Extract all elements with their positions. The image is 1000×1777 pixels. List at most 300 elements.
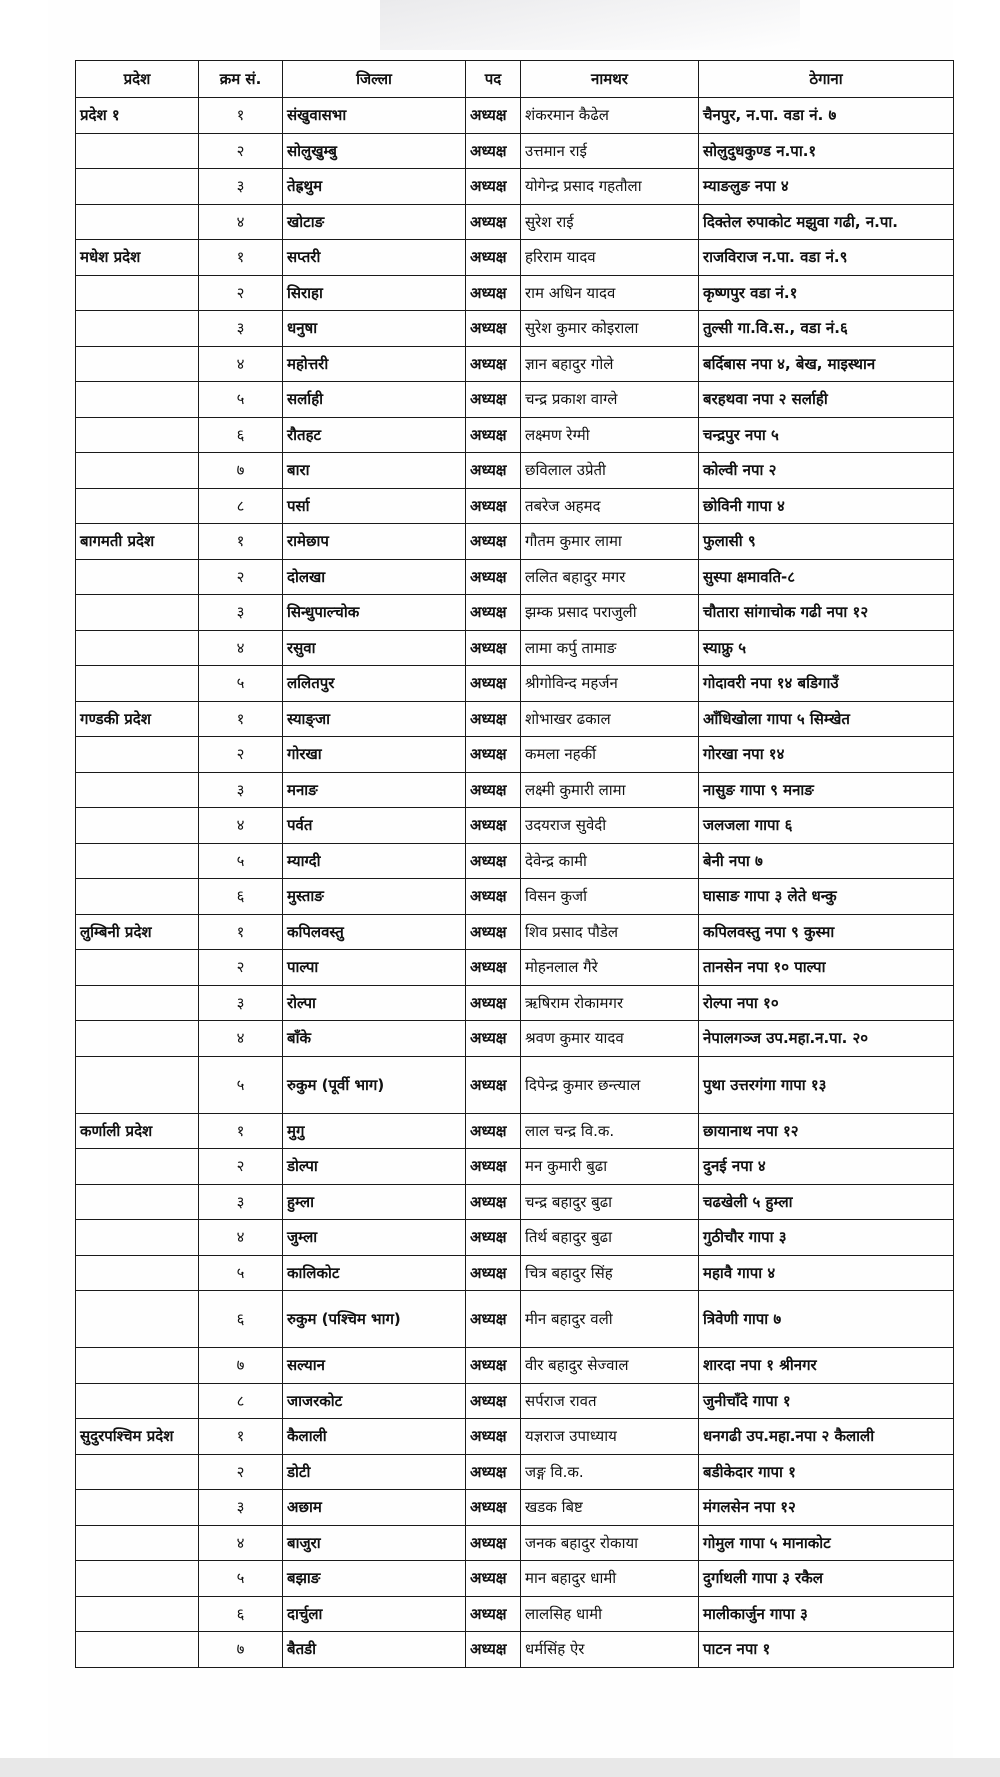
post-cell: अध्यक्ष: [466, 1561, 521, 1597]
district-cell: बारा: [283, 453, 466, 489]
address-cell: बरहथवा नपा २ सर्लाही: [699, 382, 954, 418]
address-cell: जुनीचाँदे गापा १: [699, 1383, 954, 1419]
district-cell: जुम्ला: [283, 1220, 466, 1256]
name-cell: जङ्ग वि.क.: [521, 1454, 699, 1490]
table-row: [76, 737, 954, 773]
province-cell: [76, 311, 199, 347]
name-cell: लक्ष्मण रेग्मी: [521, 417, 699, 453]
name-cell: श्रवण कुमार यादव: [521, 1021, 699, 1057]
serial-number-cell: ७: [199, 1348, 283, 1384]
serial-number-cell: ५: [199, 382, 283, 418]
name-cell: वीर बहादुर सेज्वाल: [521, 1348, 699, 1384]
address-cell: कोल्वी नपा २: [699, 453, 954, 489]
district-cell: पर्वत: [283, 808, 466, 844]
name-cell: मोहनलाल गैरे: [521, 950, 699, 986]
header-address: ठेगाना: [699, 61, 954, 98]
serial-number-cell: ८: [199, 1383, 283, 1419]
post-cell: अध्यक्ष: [466, 914, 521, 950]
serial-number-cell: ४: [199, 630, 283, 666]
address-cell: दुनई नपा ४: [699, 1149, 954, 1185]
serial-number-cell: २: [199, 559, 283, 595]
address-cell: स्याफ्रु ५: [699, 630, 954, 666]
post-cell: अध्यक्ष: [466, 1056, 521, 1113]
table-row: [76, 666, 954, 702]
serial-number-cell: ३: [199, 169, 283, 205]
table-row: [76, 1596, 954, 1632]
post-cell: अध्यक्ष: [466, 701, 521, 737]
district-cell: बैतडी: [283, 1632, 466, 1668]
name-cell: मन कुमारी बुढा: [521, 1149, 699, 1185]
table-row: [76, 1255, 954, 1291]
address-cell: तुल्सी गा.वि.स., वडा नं.६: [699, 311, 954, 347]
address-cell: राजविराज न.पा. वडा नं.९: [699, 240, 954, 276]
address-cell: आँधिखोला गापा ५ सिम्खेत: [699, 701, 954, 737]
district-cell: स्याङ्जा: [283, 701, 466, 737]
name-cell: कमला नहर्की: [521, 737, 699, 773]
address-cell: दुर्गाथली गापा ३ रकैल: [699, 1561, 954, 1597]
name-cell: खडक बिष्ट: [521, 1490, 699, 1526]
post-cell: अध्यक्ष: [466, 1021, 521, 1057]
serial-number-cell: ५: [199, 1056, 283, 1113]
post-cell: अध्यक्ष: [466, 630, 521, 666]
serial-number-cell: ६: [199, 417, 283, 453]
post-cell: अध्यक्ष: [466, 1149, 521, 1185]
district-cell: धनुषा: [283, 311, 466, 347]
table-row: [76, 879, 954, 915]
province-cell: [76, 346, 199, 382]
table-row: [76, 1454, 954, 1490]
post-cell: अध्यक्ष: [466, 1632, 521, 1668]
serial-number-cell: ६: [199, 1596, 283, 1632]
address-cell: सुस्पा क्षमावति-८: [699, 559, 954, 595]
table-row: [76, 169, 954, 205]
post-cell: अध्यक्ष: [466, 240, 521, 276]
serial-number-cell: २: [199, 1454, 283, 1490]
serial-number-cell: ६: [199, 1291, 283, 1348]
district-cell: पाल्पा: [283, 950, 466, 986]
serial-number-cell: १: [199, 1113, 283, 1149]
post-cell: अध्यक्ष: [466, 737, 521, 773]
province-cell: [76, 1561, 199, 1597]
serial-number-cell: ४: [199, 346, 283, 382]
table-row: [76, 275, 954, 311]
address-cell: पाटन नपा १: [699, 1632, 954, 1668]
post-cell: अध्यक्ष: [466, 1113, 521, 1149]
district-cell: अछाम: [283, 1490, 466, 1526]
table-row: [76, 524, 954, 560]
table-row: [76, 453, 954, 489]
address-cell: गुठीचौर गापा ३: [699, 1220, 954, 1256]
province-cell: [76, 275, 199, 311]
name-cell: चन्द्र बहादुर बुढा: [521, 1184, 699, 1220]
district-cell: बाँके: [283, 1021, 466, 1057]
name-cell: राम अधिन यादव: [521, 275, 699, 311]
table-row: [76, 133, 954, 169]
name-cell: श्रीगोविन्द महर्जन: [521, 666, 699, 702]
province-cell: [76, 630, 199, 666]
serial-number-cell: १: [199, 524, 283, 560]
name-cell: शोभाखर ढकाल: [521, 701, 699, 737]
address-cell: घासाङ गापा ३ लेते धन्कु: [699, 879, 954, 915]
address-cell: दिक्तेल रुपाकोट मझुवा गढी, न.पा.: [699, 204, 954, 240]
bottom-edge-strip: [0, 1758, 1000, 1777]
district-cell: बझाङ: [283, 1561, 466, 1597]
serial-number-cell: १: [199, 914, 283, 950]
address-cell: फुलासी ९: [699, 524, 954, 560]
serial-number-cell: ३: [199, 985, 283, 1021]
district-cell: गोरखा: [283, 737, 466, 773]
table-row: [76, 808, 954, 844]
province-cell: [76, 1056, 199, 1113]
name-cell: तबरेज अहमद: [521, 488, 699, 524]
province-cell: [76, 1149, 199, 1185]
province-cell: [76, 595, 199, 631]
province-cell: [76, 1255, 199, 1291]
province-cell: [76, 737, 199, 773]
name-cell: उत्तमान राई: [521, 133, 699, 169]
province-cell: [76, 1632, 199, 1668]
district-cell: रसुवा: [283, 630, 466, 666]
table-row: [76, 98, 954, 134]
serial-number-cell: १: [199, 701, 283, 737]
table-row: [76, 772, 954, 808]
district-cell: कपिलवस्तु: [283, 914, 466, 950]
province-cell: लुम्बिनी प्रदेश: [76, 914, 199, 950]
page-margin: [953, 0, 1000, 1760]
serial-number-cell: ५: [199, 666, 283, 702]
name-cell: शिव प्रसाद पौडेल: [521, 914, 699, 950]
post-cell: अध्यक्ष: [466, 311, 521, 347]
district-cell: दोलखा: [283, 559, 466, 595]
table-row: [76, 843, 954, 879]
post-cell: अध्यक्ष: [466, 879, 521, 915]
table-row: [76, 1348, 954, 1384]
province-cell: प्रदेश १: [76, 98, 199, 134]
serial-number-cell: २: [199, 737, 283, 773]
serial-number-cell: २: [199, 133, 283, 169]
district-cell: मुगु: [283, 1113, 466, 1149]
address-cell: चन्द्रपुर नपा ५: [699, 417, 954, 453]
district-cell: सल्यान: [283, 1348, 466, 1384]
district-cell: सिराहा: [283, 275, 466, 311]
name-cell: चन्द्र प्रकाश वाग्ले: [521, 382, 699, 418]
address-cell: महावै गापा ४: [699, 1255, 954, 1291]
province-cell: [76, 1348, 199, 1384]
serial-number-cell: ३: [199, 772, 283, 808]
province-cell: [76, 950, 199, 986]
province-cell: [76, 417, 199, 453]
province-cell: कर्णाली प्रदेश: [76, 1113, 199, 1149]
province-cell: [76, 453, 199, 489]
district-cell: खोटाङ: [283, 204, 466, 240]
post-cell: अध्यक्ष: [466, 204, 521, 240]
post-cell: अध्यक्ष: [466, 524, 521, 560]
post-cell: अध्यक्ष: [466, 417, 521, 453]
name-cell: उदयराज सुवेदी: [521, 808, 699, 844]
address-cell: शारदा नपा १ श्रीनगर: [699, 1348, 954, 1384]
province-cell: [76, 808, 199, 844]
name-cell: मान बहादुर धामी: [521, 1561, 699, 1597]
post-cell: अध्यक्ष: [466, 666, 521, 702]
table-row: [76, 1383, 954, 1419]
serial-number-cell: ८: [199, 488, 283, 524]
serial-number-cell: ५: [199, 1561, 283, 1597]
table-row: [76, 240, 954, 276]
address-cell: बडीकेदार गापा १: [699, 1454, 954, 1490]
table-row: [76, 1184, 954, 1220]
name-cell: देवेन्द्र कामी: [521, 843, 699, 879]
post-cell: अध्यक्ष: [466, 275, 521, 311]
province-cell: [76, 1490, 199, 1526]
address-cell: बेनी नपा ७: [699, 843, 954, 879]
province-cell: [76, 1596, 199, 1632]
table-row: [76, 559, 954, 595]
district-cell: महोत्तरी: [283, 346, 466, 382]
table-row: [76, 417, 954, 453]
address-cell: धनगढी उप.महा.नपा २ कैलाली: [699, 1419, 954, 1455]
address-cell: गोरखा नपा १४: [699, 737, 954, 773]
province-cell: गण्डकी प्रदेश: [76, 701, 199, 737]
serial-number-cell: ५: [199, 1255, 283, 1291]
address-cell: रोल्पा नपा १०: [699, 985, 954, 1021]
table-row: [76, 1490, 954, 1526]
province-cell: [76, 169, 199, 205]
province-cell: [76, 382, 199, 418]
province-cell: [76, 559, 199, 595]
address-cell: छायानाथ नपा १२: [699, 1113, 954, 1149]
name-cell: लामा कर्पु तामाङ: [521, 630, 699, 666]
address-cell: गोदावरी नपा १४ बडिगाउँ: [699, 666, 954, 702]
header-district: जिल्ला: [283, 61, 466, 98]
district-cell: सर्लाही: [283, 382, 466, 418]
district-cell: संखुवासभा: [283, 98, 466, 134]
name-cell: सुरेश राई: [521, 204, 699, 240]
post-cell: अध्यक्ष: [466, 382, 521, 418]
post-cell: अध्यक्ष: [466, 595, 521, 631]
address-cell: चैनपुर, न.पा. वडा नं. ७: [699, 98, 954, 134]
address-cell: त्रिवेणी गापा ७: [699, 1291, 954, 1348]
name-cell: यज्ञराज उपाध्याय: [521, 1419, 699, 1455]
serial-number-cell: ४: [199, 808, 283, 844]
province-cell: [76, 666, 199, 702]
name-cell: तिर्थ बहादुर बुढा: [521, 1220, 699, 1256]
serial-number-cell: ५: [199, 843, 283, 879]
province-cell: बागमती प्रदेश: [76, 524, 199, 560]
table-row: [76, 311, 954, 347]
serial-number-cell: ३: [199, 311, 283, 347]
province-cell: [76, 1184, 199, 1220]
district-cell: कालिकोट: [283, 1255, 466, 1291]
table-row: [76, 1419, 954, 1455]
district-cell: रामेछाप: [283, 524, 466, 560]
name-cell: लक्ष्मी कुमारी लामा: [521, 772, 699, 808]
post-cell: अध्यक्ष: [466, 453, 521, 489]
serial-number-cell: ४: [199, 1525, 283, 1561]
district-cell: कैलाली: [283, 1419, 466, 1455]
name-cell: ललित बहादुर मगर: [521, 559, 699, 595]
serial-number-cell: २: [199, 950, 283, 986]
name-cell: लालसिह धामी: [521, 1596, 699, 1632]
address-cell: सोलुदुधकुण्ड न.पा.१: [699, 133, 954, 169]
table-row: [76, 1220, 954, 1256]
post-cell: अध्यक्ष: [466, 950, 521, 986]
table-row: [76, 1056, 954, 1113]
province-cell: [76, 985, 199, 1021]
table-row: [76, 630, 954, 666]
serial-number-cell: ४: [199, 1021, 283, 1057]
district-cell: सिन्धुपाल्चोक: [283, 595, 466, 631]
address-cell: नेपालगञ्ज उप.महा.न.पा. २०: [699, 1021, 954, 1057]
post-cell: अध्यक्ष: [466, 1383, 521, 1419]
post-cell: अध्यक्ष: [466, 559, 521, 595]
table-row: [76, 346, 954, 382]
table-row: [76, 1291, 954, 1348]
post-cell: अध्यक्ष: [466, 1184, 521, 1220]
province-cell: मधेश प्रदेश: [76, 240, 199, 276]
district-cell: डोटी: [283, 1454, 466, 1490]
name-cell: मीन बहादुर वली: [521, 1291, 699, 1348]
table-row: [76, 204, 954, 240]
district-cell: डोल्पा: [283, 1149, 466, 1185]
name-cell: गौतम कुमार लामा: [521, 524, 699, 560]
serial-number-cell: ६: [199, 879, 283, 915]
district-cell: ललितपुर: [283, 666, 466, 702]
name-cell: सर्पराज रावत: [521, 1383, 699, 1419]
address-cell: मंगलसेन नपा १२: [699, 1490, 954, 1526]
name-cell: झम्क प्रसाद पराजुली: [521, 595, 699, 631]
header-name: नामथर: [521, 61, 699, 98]
district-cell: पर्सा: [283, 488, 466, 524]
district-cell: रुकुम (पश्चिम भाग): [283, 1291, 466, 1348]
address-cell: नासुङ गापा ९ मनाङ: [699, 772, 954, 808]
address-cell: कृष्णपुर वडा नं.१: [699, 275, 954, 311]
office-bearers-table: [75, 60, 954, 1668]
serial-number-cell: ३: [199, 595, 283, 631]
name-cell: विसन कुर्जा: [521, 879, 699, 915]
header-serial-number: क्रम सं.: [199, 61, 283, 98]
district-cell: सोलुखुम्बु: [283, 133, 466, 169]
district-cell: मनाङ: [283, 772, 466, 808]
province-cell: [76, 488, 199, 524]
address-cell: बर्दिबास नपा ४, बेख, माइस्थान: [699, 346, 954, 382]
address-cell: पुथा उत्तरगंगा गापा १३: [699, 1056, 954, 1113]
province-cell: [76, 879, 199, 915]
post-cell: अध्यक्ष: [466, 985, 521, 1021]
post-cell: अध्यक्ष: [466, 346, 521, 382]
post-cell: अध्यक्ष: [466, 1490, 521, 1526]
post-cell: अध्यक्ष: [466, 1525, 521, 1561]
address-cell: कपिलवस्तु नपा ९ कुस्मा: [699, 914, 954, 950]
name-cell: सुरेश कुमार कोइराला: [521, 311, 699, 347]
name-cell: शंकरमान कैढेल: [521, 98, 699, 134]
district-cell: हुम्ला: [283, 1184, 466, 1220]
post-cell: अध्यक्ष: [466, 98, 521, 134]
district-cell: बाजुरा: [283, 1525, 466, 1561]
table-row: [76, 914, 954, 950]
province-cell: [76, 772, 199, 808]
table-row: [76, 1113, 954, 1149]
name-cell: जनक बहादुर रोकाया: [521, 1525, 699, 1561]
name-cell: ज्ञान बहादुर गोले: [521, 346, 699, 382]
name-cell: चित्र बहादुर सिंह: [521, 1255, 699, 1291]
table-row: [76, 950, 954, 986]
province-cell: [76, 1220, 199, 1256]
post-cell: अध्यक्ष: [466, 1419, 521, 1455]
province-cell: [76, 1291, 199, 1348]
name-cell: छविलाल उप्रेती: [521, 453, 699, 489]
serial-number-cell: १: [199, 1419, 283, 1455]
province-cell: [76, 1525, 199, 1561]
post-cell: अध्यक्ष: [466, 1348, 521, 1384]
address-cell: म्याङलुङ नपा ४: [699, 169, 954, 205]
address-cell: तानसेन नपा १० पाल्पा: [699, 950, 954, 986]
header-post: पद: [466, 61, 521, 98]
post-cell: अध्यक्ष: [466, 1255, 521, 1291]
serial-number-cell: ७: [199, 1632, 283, 1668]
address-cell: चढखेली ५ हुम्ला: [699, 1184, 954, 1220]
table-row: [76, 488, 954, 524]
post-cell: अध्यक्ष: [466, 1291, 521, 1348]
province-cell: [76, 133, 199, 169]
province-cell: [76, 204, 199, 240]
district-cell: तेह्रथुम: [283, 169, 466, 205]
post-cell: अध्यक्ष: [466, 488, 521, 524]
address-cell: छोविनी गापा ४: [699, 488, 954, 524]
address-cell: मालीकार्जुन गापा ३: [699, 1596, 954, 1632]
district-cell: म्याग्दी: [283, 843, 466, 879]
district-cell: रोल्पा: [283, 985, 466, 1021]
district-cell: रौतहट: [283, 417, 466, 453]
paper-fold-shadow: [380, 0, 800, 50]
post-cell: अध्यक्ष: [466, 808, 521, 844]
address-cell: जलजला गापा ६: [699, 808, 954, 844]
name-cell: धर्मसिंह ऐर: [521, 1632, 699, 1668]
serial-number-cell: ३: [199, 1490, 283, 1526]
post-cell: अध्यक्ष: [466, 772, 521, 808]
post-cell: अध्यक्ष: [466, 1220, 521, 1256]
table-row: [76, 1525, 954, 1561]
serial-number-cell: २: [199, 275, 283, 311]
post-cell: अध्यक्ष: [466, 133, 521, 169]
table-row: [76, 1632, 954, 1668]
header-province: प्रदेश: [76, 61, 199, 98]
district-cell: दार्चुला: [283, 1596, 466, 1632]
table-row: [76, 382, 954, 418]
name-cell: लाल चन्द्र वि.क.: [521, 1113, 699, 1149]
table-row: [76, 985, 954, 1021]
name-cell: हरिराम यादव: [521, 240, 699, 276]
serial-number-cell: १: [199, 98, 283, 134]
table-row: [76, 701, 954, 737]
post-cell: अध्यक्ष: [466, 843, 521, 879]
province-cell: [76, 1454, 199, 1490]
district-cell: मुस्ताङ: [283, 879, 466, 915]
table-body: [76, 98, 954, 1668]
province-cell: [76, 1021, 199, 1057]
name-cell: दिपेन्द्र कुमार छन्त्याल: [521, 1056, 699, 1113]
serial-number-cell: ४: [199, 1220, 283, 1256]
province-cell: सुदुरपश्चिम प्रदेश: [76, 1419, 199, 1455]
name-cell: ऋषिराम रोकामगर: [521, 985, 699, 1021]
district-cell: जाजरकोट: [283, 1383, 466, 1419]
table-row: [76, 1149, 954, 1185]
address-cell: चौतारा सांगाचोक गढी नपा १२: [699, 595, 954, 631]
post-cell: अध्यक्ष: [466, 1596, 521, 1632]
serial-number-cell: ४: [199, 204, 283, 240]
province-cell: [76, 1383, 199, 1419]
name-cell: योगेन्द्र प्रसाद गहतौला: [521, 169, 699, 205]
serial-number-cell: ३: [199, 1184, 283, 1220]
